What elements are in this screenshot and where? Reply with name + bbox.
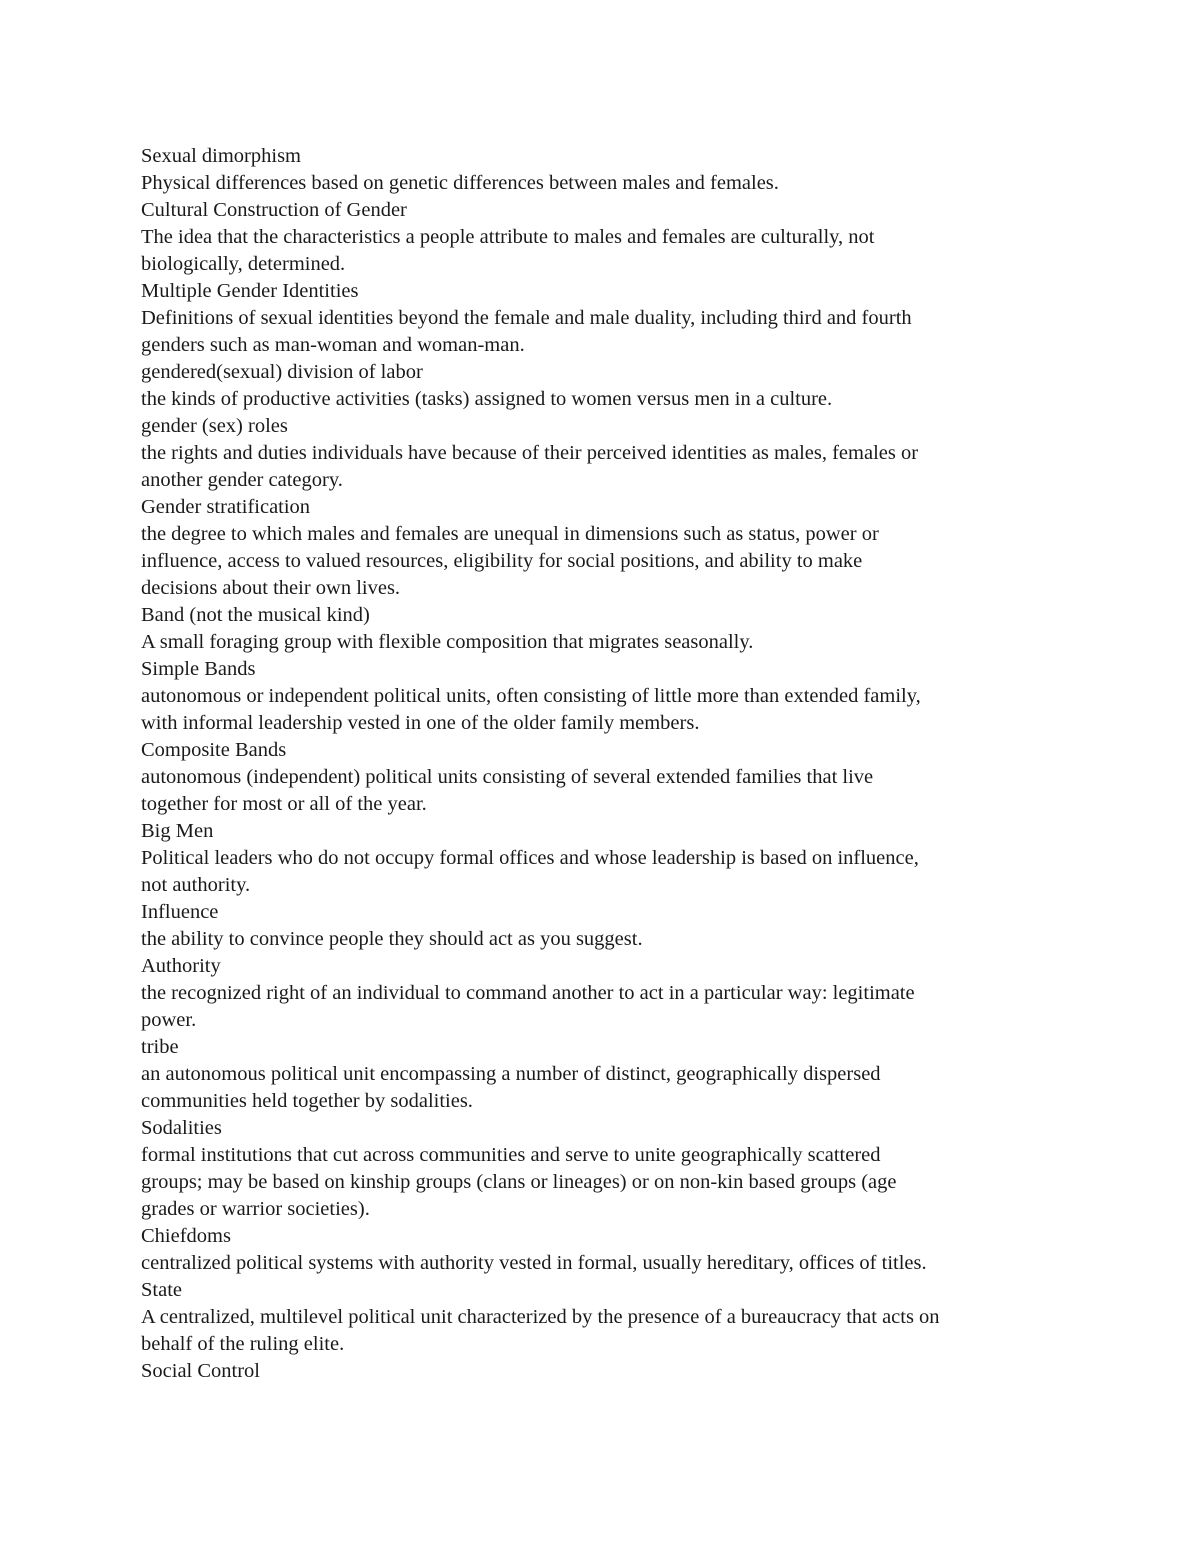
text-line: with informal leadership vested in one of the older family members. [141,712,700,734]
text-line: the degree to which males and females are unequal in dimensions such as status, power or [141,523,879,545]
text-line: not authority. [141,874,251,896]
text-line: behalf of the ruling elite. [141,1333,345,1355]
text-line: A centralized, multilevel political unit characterized by the presence of a bureaucracy that acts on [141,1306,940,1328]
text-line: A small foraging group with flexible composition that migrates seasonally. [141,631,754,653]
text-line: an autonomous political unit encompassing a number of distinct, geographically dispersed [141,1063,881,1085]
document-body [141,143,1071,1385]
text-line: autonomous (independent) political units consisting of several extended families that live [141,766,874,788]
text-line: power. [141,1009,197,1031]
text-line: tribe [141,1036,179,1058]
text-line: Cultural Construction of Gender [141,199,407,221]
text-line: Sodalities [141,1117,222,1139]
text-line: Definitions of sexual identities beyond the female and male duality, including third and fourth [141,307,912,329]
text-line: Multiple Gender Identities [141,280,359,302]
text-line: gendered(sexual) division of labor [141,361,423,383]
text-line: gender (sex) roles [141,415,288,437]
text-line: the recognized right of an individual to command another to act in a particular way: legitimate [141,982,915,1004]
text-line: Simple Bands [141,658,256,680]
text-line: another gender category. [141,469,343,491]
text-line: Composite Bands [141,739,287,761]
text-line: together for most or all of the year. [141,793,427,815]
text-line: the ability to convince people they should act as you suggest. [141,928,643,950]
text-line: Authority [141,955,221,977]
text-line: Band (not the musical kind) [141,604,370,626]
text-line: Physical differences based on genetic differences between males and females. [141,172,779,194]
text-line: Political leaders who do not occupy formal offices and whose leadership is based on influence, [141,847,919,869]
text-line: genders such as man-woman and woman-man. [141,334,525,356]
text-line: autonomous or independent political units, often consisting of little more than extended family, [141,685,921,707]
text-line: groups; may be based on kinship groups (clans or lineages) or on non-kin based groups (age [141,1171,897,1193]
text-line: The idea that the characteristics a people attribute to males and females are culturally, not [141,226,875,248]
text-line: the kinds of productive activities (tasks) assigned to women versus men in a culture. [141,388,833,410]
text-line: influence, access to valued resources, eligibility for social positions, and ability to make [141,550,863,572]
text-line: centralized political systems with authority vested in formal, usually hereditary, offices of titles. [141,1252,927,1274]
text-line: biologically, determined. [141,253,346,275]
text-line: communities held together by sodalities. [141,1090,473,1112]
text-line: grades or warrior societies). [141,1198,370,1220]
text-line: decisions about their own lives. [141,577,401,599]
text-line: the rights and duties individuals have because of their perceived identities as males, females or [141,442,919,464]
text-line: Influence [141,901,219,923]
text-line: Sexual dimorphism [141,145,302,167]
text-line: Big Men [141,820,214,842]
text-line: Social Control [141,1360,261,1382]
text-line: State [141,1279,182,1301]
text-line: formal institutions that cut across communities and serve to unite geographically scattered [141,1144,881,1166]
text-line: Gender stratification [141,496,311,518]
text-line: Chiefdoms [141,1225,231,1247]
